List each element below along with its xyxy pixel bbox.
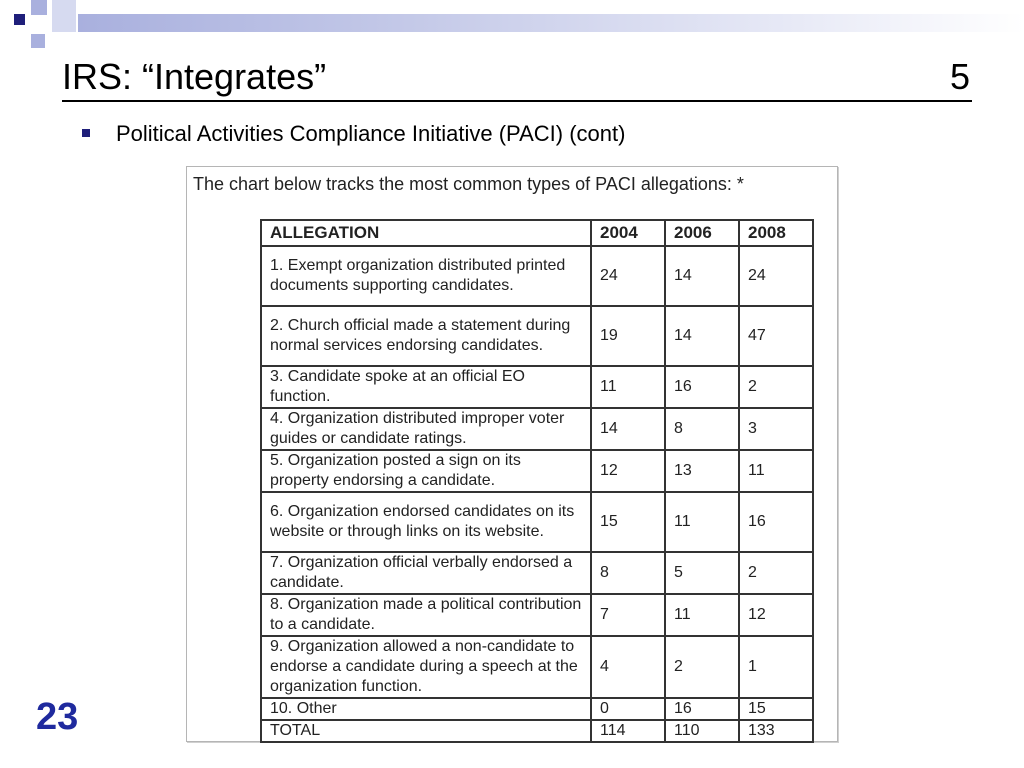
header-2006: 2006 xyxy=(665,220,739,246)
value-2004: 19 xyxy=(591,306,665,366)
value-2006: 14 xyxy=(665,306,739,366)
value-2008: 11 xyxy=(739,450,813,492)
slide-title xyxy=(62,54,972,102)
table-row xyxy=(261,552,813,594)
value-2004: 11 xyxy=(591,366,665,408)
value-2008: 12 xyxy=(739,594,813,636)
table-row xyxy=(261,636,813,698)
allegation-cell: 8. Organization made a political contribution to a candidate. xyxy=(261,594,591,636)
value-2006: 2 xyxy=(665,636,739,698)
total-2008: 133 xyxy=(739,720,813,742)
table-header-row xyxy=(261,220,813,246)
corner-square-navy xyxy=(14,14,25,25)
table-row xyxy=(261,246,813,306)
allegation-cell: 2. Church official made a statement during normal services endorsing candidates. xyxy=(261,306,591,366)
value-2006: 5 xyxy=(665,552,739,594)
value-2006: 8 xyxy=(665,408,739,450)
value-2008: 16 xyxy=(739,492,813,552)
allegation-cell: 5. Organization posted a sign on its property endorsing a candidate. xyxy=(261,450,591,492)
value-2004: 8 xyxy=(591,552,665,594)
value-2004: 14 xyxy=(591,408,665,450)
header-gradient-band xyxy=(78,14,1024,32)
total-2006: 110 xyxy=(665,720,739,742)
value-2006: 13 xyxy=(665,450,739,492)
value-2008: 47 xyxy=(739,306,813,366)
table-row xyxy=(261,450,813,492)
table-row xyxy=(261,698,813,720)
allegation-cell: 4. Organization distributed improper voter guides or candidate ratings. xyxy=(261,408,591,450)
value-2004: 12 xyxy=(591,450,665,492)
slide-title-text: IRS: “Integrates” xyxy=(62,56,327,97)
value-2004: 4 xyxy=(591,636,665,698)
square-bullet-icon xyxy=(82,129,90,137)
table-row xyxy=(261,408,813,450)
total-label-cell: TOTAL xyxy=(261,720,591,742)
slide-page-number: 23 xyxy=(36,696,79,738)
table-row xyxy=(261,366,813,408)
allegations-figure xyxy=(186,166,838,742)
value-2006: 14 xyxy=(665,246,739,306)
figure-caption: The chart below tracks the most common types of PACI allegations: * xyxy=(193,174,744,194)
allegation-cell: 3. Candidate spoke at an official EO function. xyxy=(261,366,591,408)
value-2006: 16 xyxy=(665,698,739,720)
allegation-cell: 10. Other xyxy=(261,698,591,720)
value-2004: 15 xyxy=(591,492,665,552)
value-2008: 1 xyxy=(739,636,813,698)
allegations-table xyxy=(260,219,814,743)
value-2008: 2 xyxy=(739,366,813,408)
header-allegation: ALLEGATION xyxy=(261,220,591,246)
value-2006: 11 xyxy=(665,492,739,552)
allegation-cell: 9. Organization allowed a non-candidate to endorse a candidate during a speech at the organization function. xyxy=(261,636,591,698)
bullet-text: Political Activities Compliance Initiative (PACI) (cont) xyxy=(116,121,626,146)
slide-title-number: 5 xyxy=(949,56,970,97)
table-row xyxy=(261,492,813,552)
table-row xyxy=(261,594,813,636)
bullet-item xyxy=(82,118,625,150)
value-2006: 16 xyxy=(665,366,739,408)
allegation-cell: 1. Exempt organization distributed printed documents supporting candidates. xyxy=(261,246,591,306)
value-2004: 0 xyxy=(591,698,665,720)
corner-square-blue xyxy=(31,0,47,15)
value-2004: 7 xyxy=(591,594,665,636)
header-2004: 2004 xyxy=(591,220,665,246)
corner-square-pale xyxy=(52,0,76,32)
value-2008: 2 xyxy=(739,552,813,594)
value-2008: 15 xyxy=(739,698,813,720)
value-2004: 24 xyxy=(591,246,665,306)
value-2006: 11 xyxy=(665,594,739,636)
total-2004: 114 xyxy=(591,720,665,742)
table-row xyxy=(261,306,813,366)
value-2008: 24 xyxy=(739,246,813,306)
corner-square-blue-lower xyxy=(31,34,45,48)
header-2008: 2008 xyxy=(739,220,813,246)
value-2008: 3 xyxy=(739,408,813,450)
allegation-cell: 6. Organization endorsed candidates on its website or through links on its website. xyxy=(261,492,591,552)
table-total-row xyxy=(261,720,813,742)
allegation-cell: 7. Organization official verbally endorsed a candidate. xyxy=(261,552,591,594)
